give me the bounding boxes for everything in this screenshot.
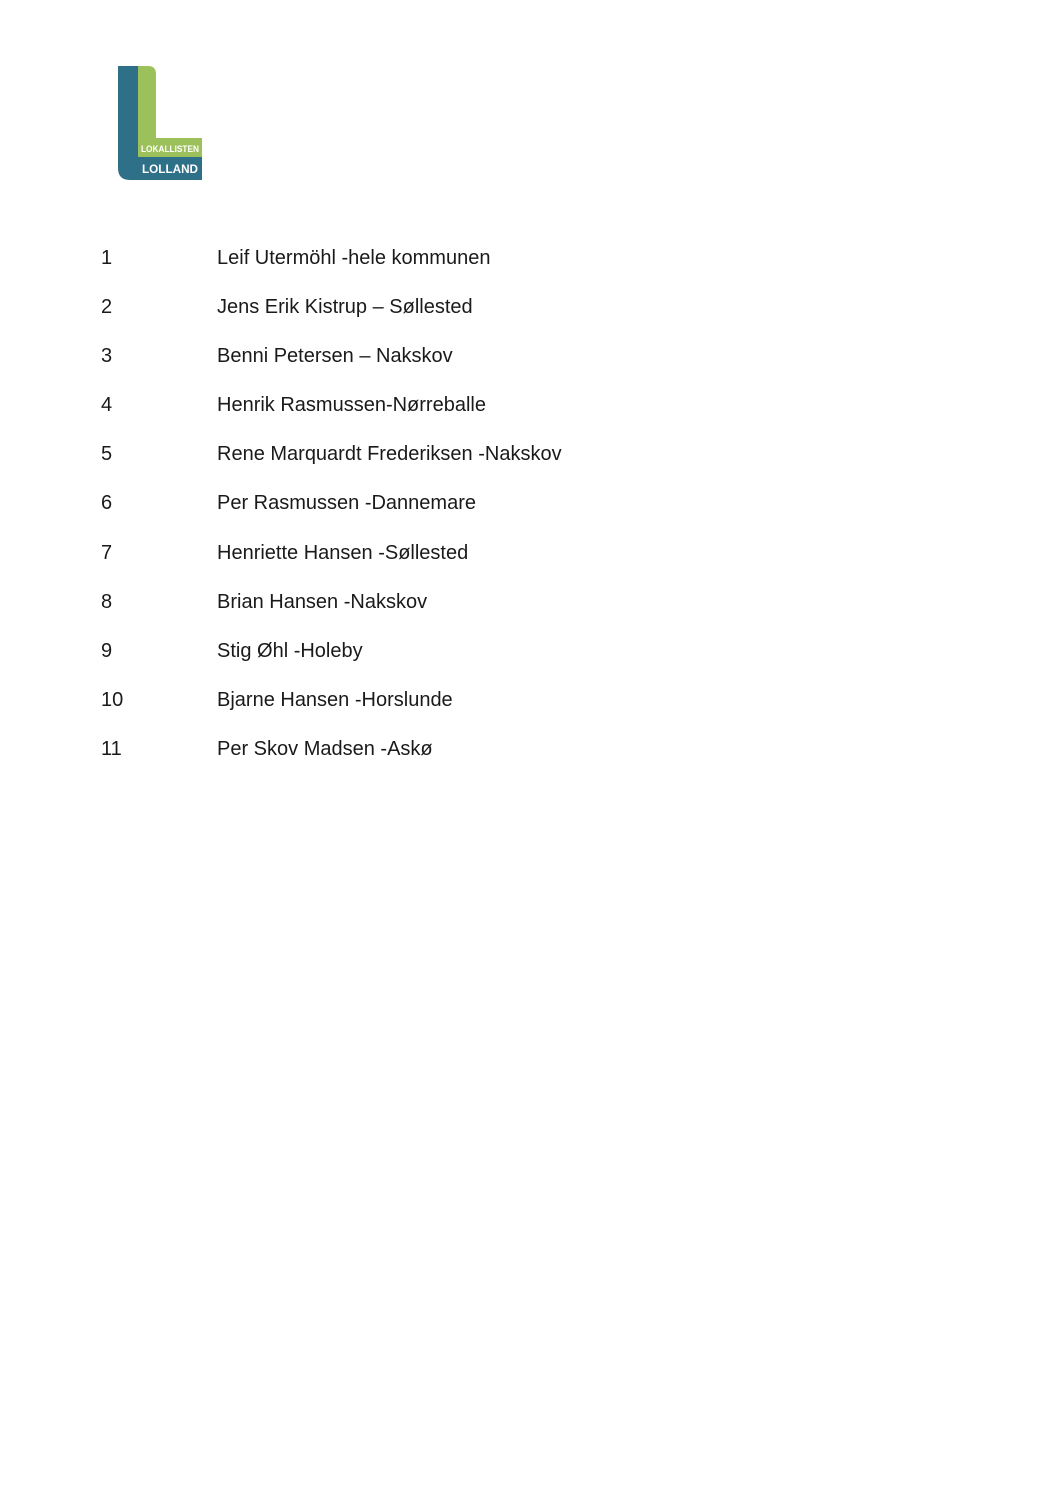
candidate-name: Stig Øhl -Holeby (217, 639, 363, 662)
logo-graphic (118, 66, 204, 180)
candidate-number: 10 (101, 688, 124, 711)
candidate-number: 1 (101, 247, 113, 269)
candidate-number: 2 (101, 296, 113, 319)
candidate-number: 6 (101, 492, 113, 515)
candidate-number: 8 (101, 590, 113, 613)
candidate-row (101, 488, 801, 537)
candidate-name: Per Skov Madsen -Askø (217, 737, 433, 760)
candidate-number: 3 (101, 345, 113, 368)
candidate-name: Rene Marquardt Frederiksen -Nakskov (217, 443, 562, 466)
candidate-number: 4 (101, 394, 113, 417)
candidate-row (101, 243, 801, 292)
candidate-row (101, 538, 801, 587)
lokallisten-lolland-logo (118, 66, 204, 180)
candidate-row (101, 734, 801, 783)
candidate-number: 5 (101, 443, 113, 466)
candidate-number: 11 (101, 737, 122, 760)
candidate-row (101, 685, 801, 734)
candidate-name: Brian Hansen -Nakskov (217, 590, 428, 613)
candidate-name: Henrik Rasmussen-Nørreballe (217, 394, 486, 417)
logo-line1: LOKALLISTEN (141, 144, 200, 155)
candidate-name: Bjarne Hansen -Horslunde (217, 688, 453, 711)
candidate-name: Per Rasmussen -Dannemare (217, 492, 476, 515)
candidate-list (101, 243, 801, 783)
candidate-row (101, 390, 801, 439)
candidate-row (101, 439, 801, 488)
candidate-row (101, 341, 801, 390)
candidate-name: Leif Utermöhl -hele kommunen (217, 247, 491, 269)
candidate-name: Benni Petersen – Nakskov (217, 345, 453, 368)
candidate-row (101, 292, 801, 341)
candidate-name: Henriette Hansen -Søllested (217, 541, 469, 564)
logo-line2: LOLLAND (142, 162, 199, 176)
candidate-row (101, 636, 801, 685)
candidate-row (101, 587, 801, 636)
candidate-name: Jens Erik Kistrup – Søllested (217, 296, 473, 319)
candidate-number: 7 (101, 541, 113, 564)
candidate-number: 9 (101, 639, 113, 662)
